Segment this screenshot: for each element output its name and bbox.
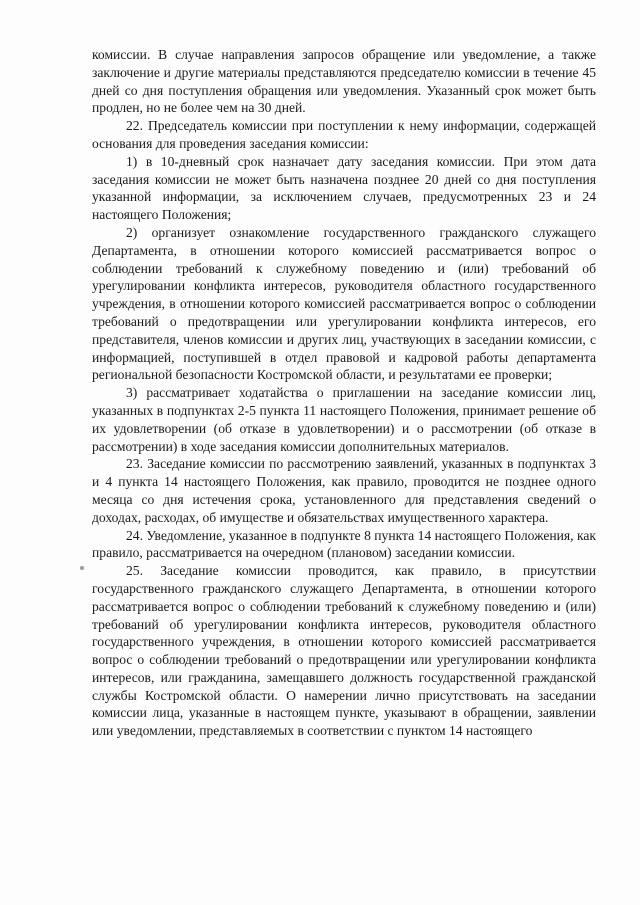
paragraph-continuation: комиссии. В случае направления запросов обращение или уведомление, а также заключение и другие материалы представляются председателю комиссии в течение 45 дней со дня поступления обращения или уведомления. Указанный срок может быть продлен, но не более чем на 30 дней.: [92, 47, 596, 116]
paragraph-subclause-1: 1) в 10-дневный срок назначает дату заседания комиссии. При этом дата заседания комиссии не может быть назначена позднее 20 дней со дня поступления указанной информации, за исключением случаев, предусмотренных 23 и 24 настоящего Положения;: [92, 153, 596, 223]
paragraph-subclause-3: 3) рассматривает ходатайства о приглашении на заседание комиссии лиц, указанных в подпунктах 2-5 пункта 11 настоящего Положения, принимает решение об их удовлетворении (об отказе в удовлетворении) и о рассмотрении (об отказе в рассмотрении) в ходе заседания комиссии дополнительных материалов.: [92, 385, 596, 454]
document-body: [92, 46, 596, 740]
paragraph-clause-25: 25. Заседание комиссии проводится, как правило, в присутствии государственного гражданского служащего Департамента, в отношении которого рассматривается вопрос о соблюдении требований к служебному поведению и (или) требований об урегулировании конфликта интересов, руководителя областного государственного учреждения, в отношении которого комиссией рассматривается вопрос о соблюдении требований о предотвращении или урегулировании конфликта интересов, или гражданина, замещавшего должность государственной гражданской службы Костромской области. О намерении лично присутствовать на заседании комиссии лица, указанные в настоящем пункте, указывают в обращении, заявлении или уведомлении, представляемых в соответствии с пунктом 14 настоящего: [92, 563, 596, 739]
paragraph-subclause-2: 2) организует ознакомление государственного гражданского служащего Департамента, в отношении которого комиссией рассматривается вопрос о соблюдении требований к служебному поведению и (или) требований об урегулировании конфликта интересов, руководителя областного государственного учреждения, в отношении которого комиссией рассматривается вопрос о соблюдении требований о предотвращении или урегулировании конфликта интересов, его представителя, членов комиссии и других лиц, участвующих в заседании комиссии, с информацией, поступившей в отдел правовой и кадровой работы департамента региональной безопасности Костромской области, и результатами ее проверки;: [92, 224, 596, 383]
paragraph-clause-22: 22. Председатель комиссии при поступлении к нему информации, содержащей основания для проведения заседания комиссии:: [92, 118, 596, 151]
scan-speck: [80, 566, 84, 570]
paragraph-clause-24: 24. Уведомление, указанное в подпункте 8 пункта 14 настоящего Положения, как правило, рассматривается на очередном (плановом) заседании комиссии.: [92, 527, 596, 561]
paragraph-clause-23: 23. Заседание комиссии по рассмотрению заявлений, указанных в подпунктах 3 и 4 пункта 14 настоящего Положения, как правило, проводится не позднее одного месяца со дня истечения срока, установленного для представления сведений о доходах, расходах, об имуществе и обязательствах имущественного характера.: [92, 456, 596, 525]
